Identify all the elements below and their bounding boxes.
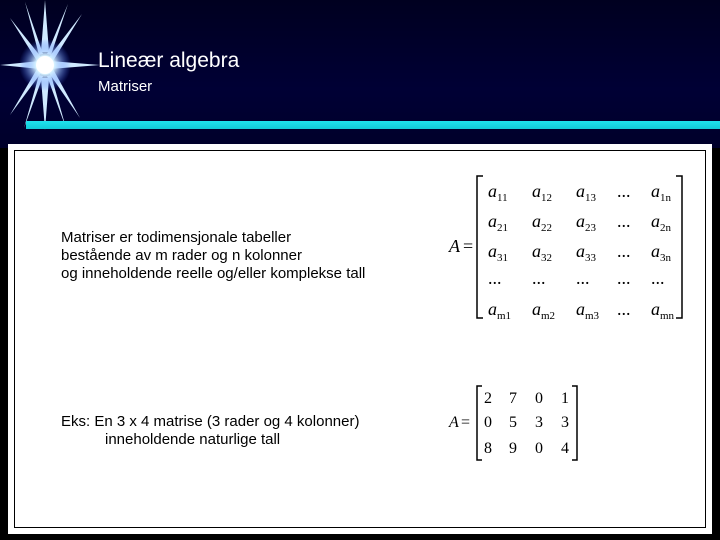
matrix-entry: ... [488,268,502,288]
matrix-entry: 0 [484,414,492,431]
left-bracket [477,386,482,460]
right-bracket [572,386,577,460]
matrix-entry: $a_{13}$ [576,181,596,204]
matrix-entry: ... [617,299,631,319]
matrix-entry: $a_{12}$ [532,181,552,204]
matrix-entry: 4 [561,440,569,457]
example-line: inneholdende naturlige tall [105,431,281,448]
matrix-entry: $a_{m2}$ [532,299,556,322]
left-bracket [477,176,483,318]
matrix-entry: 0 [535,390,543,407]
page-title: Lineær algebra [98,49,240,72]
matrix-entry: 0 [535,440,543,457]
matrix-entry: $a_{22}$ [532,211,552,234]
matrix-entry: $a_{mn}$ [651,299,675,322]
matrix-entry: $a_{21}$ [488,211,508,234]
matrix-entry: ... [617,181,631,201]
matrix-entry: $a_{33}$ [576,241,596,264]
example-line: Eks: En 3 x 4 matrise (3 rader og 4 kolonner) [61,413,360,430]
description-line: og inneholdende reelle og/eller komplekse tall [61,265,366,282]
page-subtitle: Matriser [98,78,153,95]
matrix-entry: ... [532,268,546,288]
matrix-entry: 5 [509,414,517,431]
matrix-entry: 3 [561,414,569,431]
matrix-entry: ... [617,211,631,231]
matrix-entry: 8 [484,440,492,457]
matrix-entry: $a_{m3}$ [576,299,600,322]
matrix-entry: $a_{3n}$ [651,241,671,264]
matrix-entry: ... [651,268,665,288]
matrix-entry: $a_{32}$ [532,241,552,264]
matrix-entry: 3 [535,414,543,431]
matrix-entry: $a_{2n}$ [651,211,671,234]
matrix-entry: ... [617,241,631,261]
matrix-label: A [449,414,459,431]
matrix-entry: $a_{m1}$ [488,299,512,322]
right-bracket [676,176,682,318]
matrix-entry: 2 [484,390,492,407]
matrix-entry: 7 [509,390,517,407]
equals-sign: = [463,236,474,256]
matrix-entry: 9 [509,440,517,457]
matrix-entry: ... [617,268,631,288]
matrix-entry: $a_{23}$ [576,211,596,234]
matrix-entry: $a_{11}$ [488,181,508,204]
general-matrix [448,176,682,322]
description-line: bestående av m rader og n kolonner [61,247,302,264]
matrix-label: A [449,236,460,256]
matrix-entry: $a_{31}$ [488,241,508,264]
matrix-entry: 1 [561,390,569,407]
equals-sign: = [461,414,471,431]
matrix-entry: $a_{1n}$ [651,181,671,204]
matrix-entry: ... [576,268,590,288]
description-line: Matriser er todimensjonale tabeller [61,229,292,246]
example-matrix [448,386,577,460]
